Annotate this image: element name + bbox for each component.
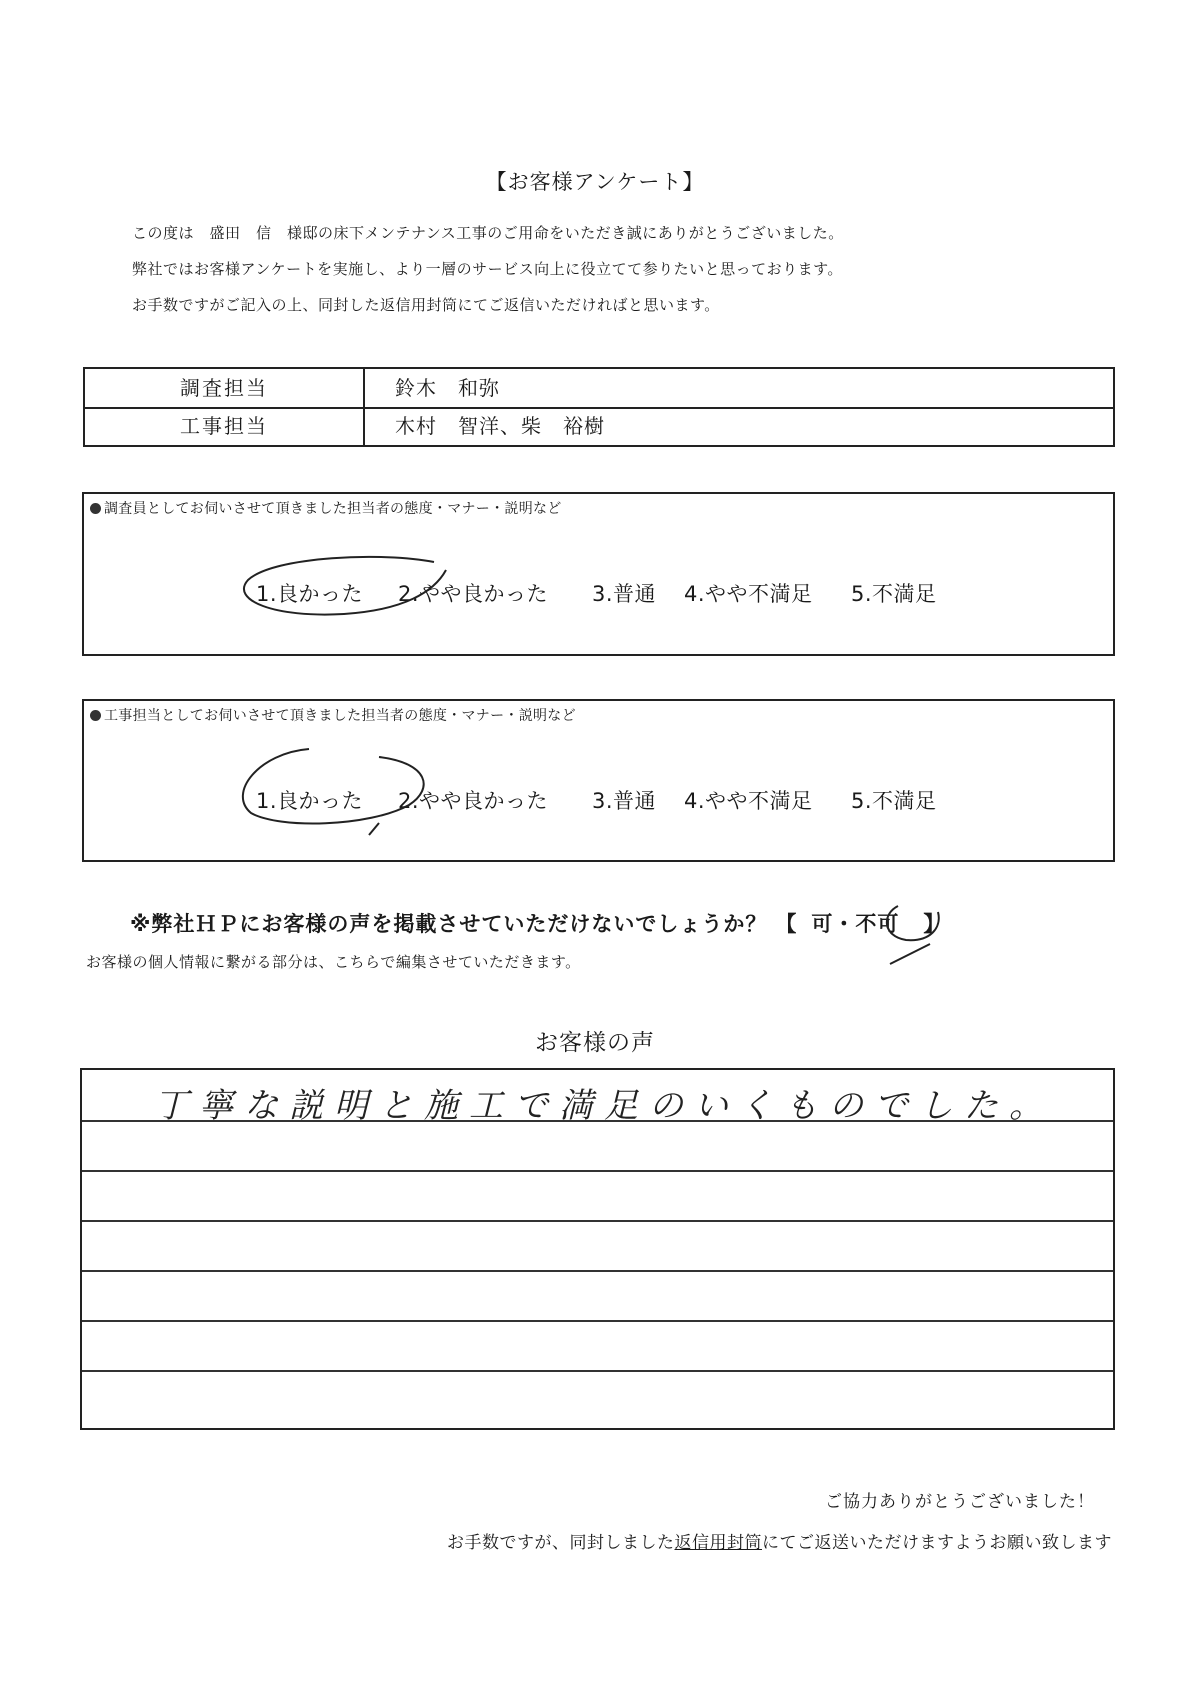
voice-ruled-line	[82, 1270, 1113, 1272]
survey-staff-value: 鈴木 和弥	[395, 376, 500, 400]
question-1-label: 調査員としてお伺いさせて頂きました担当者の態度・マナー・説明など	[90, 498, 562, 518]
voice-ruled-line	[82, 1120, 1113, 1122]
voice-ruled-line	[82, 1370, 1113, 1372]
closing-request: お手数ですが、同封しました返信用封筒にてご返送いただけますようお願い致します	[447, 1533, 1112, 1553]
q2-selection-circle	[229, 743, 459, 838]
hp-consent-no[interactable]: 不可	[855, 912, 900, 936]
question-2-label: 工事担当としてお伺いさせて頂きました担当者の態度・マナー・説明など	[90, 705, 576, 725]
survey-staff-label: 調査担当	[85, 369, 365, 407]
q1-option-5[interactable]: 5.不満足	[851, 582, 937, 606]
q2-option-5[interactable]: 5.不満足	[851, 789, 937, 813]
q1-option-4[interactable]: 4.やや不満足	[684, 582, 813, 606]
bullet-icon	[90, 710, 101, 721]
survey-title: 【お客様アンケート】	[485, 170, 705, 194]
voice-handwritten-text: 丁寧な説明と施工で満足のいくものでした。	[154, 1086, 1054, 1126]
hp-consent-yes[interactable]: 可	[811, 912, 834, 936]
return-envelope-text: 返信用封筒	[674, 1533, 762, 1553]
hp-consent-note: お客様の個人情報に繋がる部分は、こちらで編集させていただきます。	[86, 953, 581, 971]
voice-ruled-line	[82, 1220, 1113, 1222]
voice-ruled-line	[82, 1170, 1113, 1172]
question-1-box	[82, 492, 1115, 656]
staff-table	[83, 367, 1115, 447]
staff-row-survey	[85, 369, 1113, 409]
hp-consent-question: ※弊社ＨＰにお客様の声を掲載させていただけないでしょうか？ 【 可・不可 】	[130, 912, 946, 936]
closing-thanks: ご協力ありがとうございました！	[825, 1492, 1095, 1512]
q1-option-3[interactable]: 3.普通	[592, 582, 657, 606]
work-staff-label: 工事担当	[85, 407, 365, 445]
q2-option-4[interactable]: 4.やや不満足	[684, 789, 813, 813]
intro-line-3: お手数ですがご記入の上、同封した返信用封筒にてご返信いただければと思います。	[132, 296, 720, 314]
hp-yes-selection-circle	[880, 900, 970, 970]
bullet-icon	[90, 503, 101, 514]
staff-row-work	[85, 407, 1113, 445]
q1-option-2[interactable]: 2.やや良かった	[398, 582, 549, 606]
voice-ruled-line	[82, 1320, 1113, 1322]
intro-line-2: 弊社ではお客様アンケートを実施し、より一層のサービス向上に役立てて参りたいと思っております。	[132, 260, 843, 278]
q1-selection-circle	[234, 552, 454, 622]
voice-box	[80, 1068, 1115, 1430]
intro-line-1: この度は 盛田 信 様邸の床下メンテナンス工事のご用命をいただき誠にありがとうございました。	[132, 224, 844, 242]
q2-option-2[interactable]: 2.やや良かった	[398, 789, 549, 813]
work-staff-value: 木村 智洋、柴 裕樹	[395, 414, 605, 438]
q2-option-3[interactable]: 3.普通	[592, 789, 657, 813]
voice-title: お客様の声	[535, 1030, 655, 1056]
q1-option-1[interactable]: 1.良かった	[256, 582, 364, 606]
q2-option-1[interactable]: 1.良かった	[256, 789, 364, 813]
question-2-box	[82, 699, 1115, 862]
